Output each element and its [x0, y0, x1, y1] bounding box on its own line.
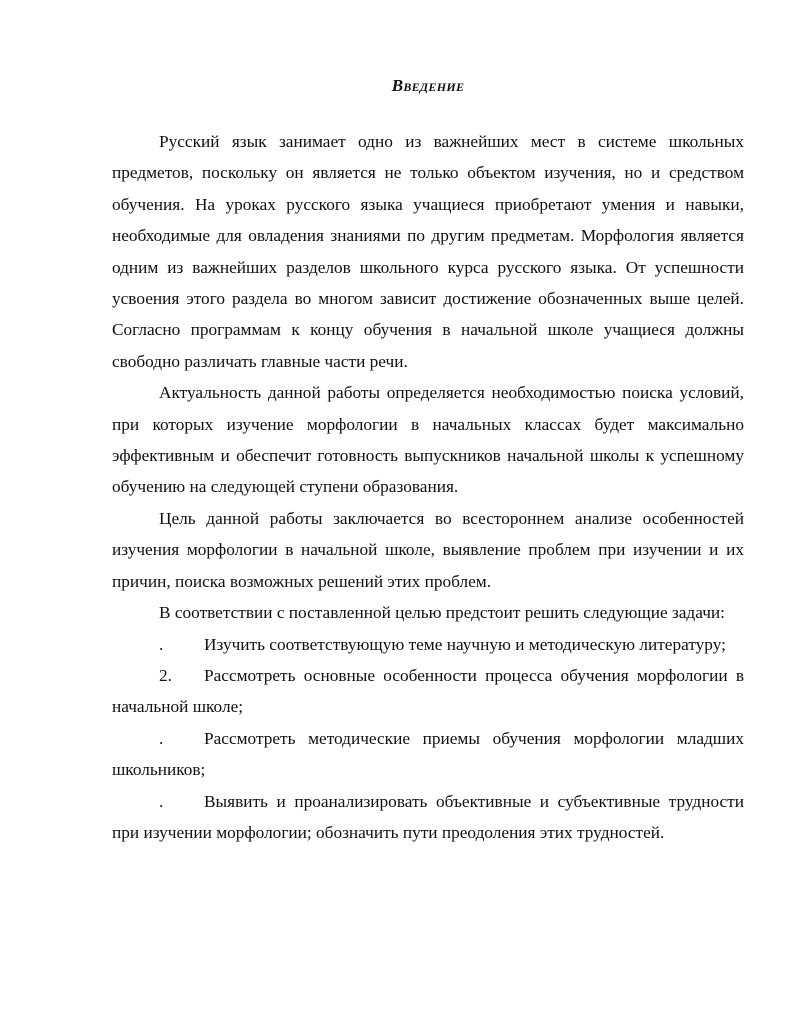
paragraph-intro: Русский язык занимает одно из важнейших мест в системе школьных предметов, поскольку он является не только объектом изучения, но и средством обучения. На уроках русского языка учащиеся приобретают умения и навыки, необходимые для овладения знаниями по другим предметам. Морфология является одним из важнейших разделов школьного курса русского языка. От успешности усвоения этого раздела во многом зависит достижение обозначенных выше целей. Согласно программам к концу обучения в начальной школе учащиеся должны свободно различать главные части речи. — [112, 132, 744, 371]
task-item — [112, 786, 744, 849]
task-marker: 2. — [159, 665, 172, 685]
task-text: Рассмотреть основные особенности процесса обучения морфологии в начальной школе; — [112, 665, 744, 717]
task-item — [112, 629, 744, 660]
task-text: Изучить соответствующую теме научную и методическую литературу; — [204, 634, 726, 654]
page-title: Введение — [391, 76, 465, 95]
document-body — [112, 72, 744, 848]
task-item — [112, 723, 744, 786]
paragraph-tasks-intro: В соответствии с поставленной целью предстоит решить следующие задачи: — [159, 603, 725, 623]
paragraph-relevance: Актуальность данной работы определяется необходимостью поиска условий, при которых изучение морфологии в начальных классах будет максимально эффективным и обеспечит готовность выпускников начальной школы к успешному обучению на следующей ступени образования. — [112, 383, 744, 497]
task-marker: . — [159, 791, 164, 811]
task-item — [112, 660, 744, 723]
paragraph-goal: Цель данной работы заключается во всестороннем анализе особенностей изучения морфологии в начальной школе, выявление проблем при изучении и их причин, поиска возможных решений этих проблем. — [112, 508, 744, 591]
task-marker: . — [159, 634, 164, 654]
task-text: Рассмотреть методические приемы обучения морфологии младших школьников; — [112, 728, 744, 780]
task-text: Выявить и проанализировать объективные и субъективные трудности при изучении морфологии; обозначить пути преодоления этих трудностей. — [112, 791, 744, 842]
task-marker: . — [159, 728, 164, 748]
